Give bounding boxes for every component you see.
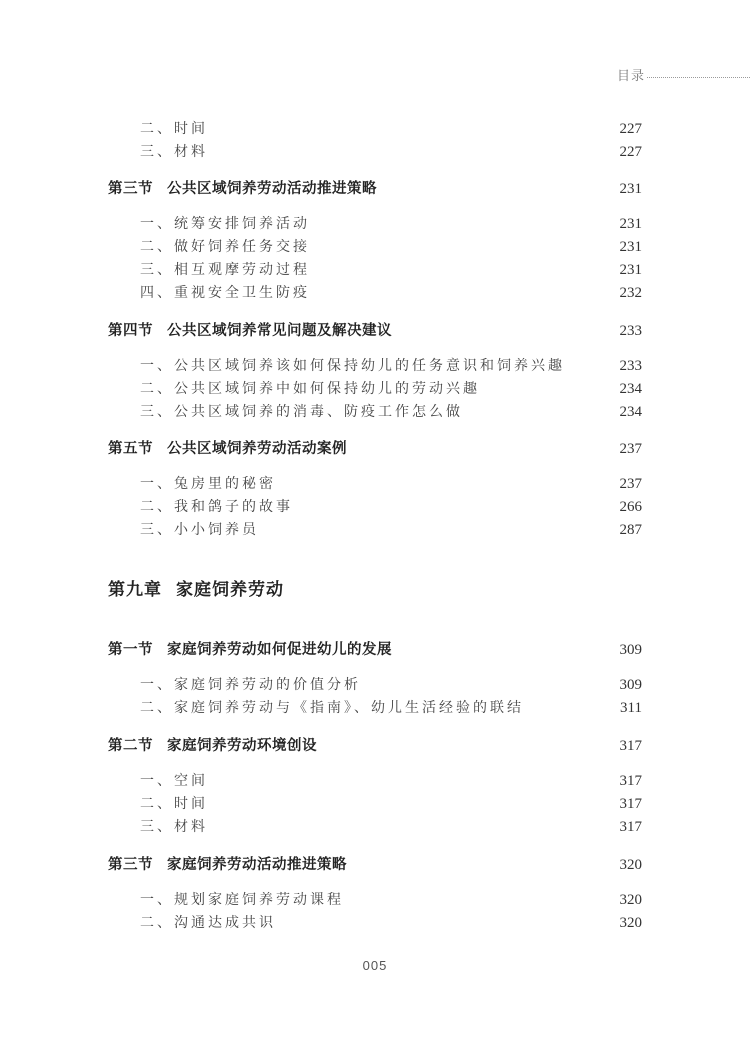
toc-section-row[interactable]: [108, 437, 642, 458]
toc-item-title: 一、兔房里的秘密: [140, 476, 276, 492]
chapter-heading: [108, 575, 284, 600]
toc-item-row[interactable]: [140, 496, 642, 516]
header-dotted-rule: [647, 77, 750, 78]
toc-page-number: 234: [619, 404, 642, 420]
toc-page-number: 231: [619, 181, 642, 197]
chapter-title: 家庭饲养劳动: [176, 580, 284, 600]
toc-item-row[interactable]: [140, 793, 642, 813]
toc-page-number: 311: [620, 700, 642, 716]
section-number: 第五节: [108, 441, 153, 457]
toc-section-title: [108, 319, 392, 340]
toc-page-number: 317: [619, 819, 642, 835]
toc-page-number: 317: [619, 738, 642, 754]
toc-item-row[interactable]: [140, 473, 642, 493]
toc-page-number: 233: [619, 358, 642, 374]
toc-page-number: 266: [619, 499, 642, 515]
toc-page-number: 227: [619, 144, 642, 160]
toc-page-number: 320: [619, 857, 642, 873]
chapter-number: 第九章: [108, 580, 162, 600]
toc-item-title: 一、规划家庭饲养劳动课程: [140, 892, 344, 908]
toc-page-number: 317: [619, 796, 642, 812]
toc-section-title: [108, 638, 392, 659]
toc-item-row[interactable]: [140, 519, 642, 539]
toc-item-row[interactable]: [140, 355, 642, 375]
page-number: 005: [362, 958, 388, 973]
section-title: 家庭饲养劳动活动推进策略: [167, 857, 347, 873]
toc-item-row[interactable]: [140, 697, 642, 717]
toc-section-row[interactable]: [108, 853, 642, 874]
toc-item-row[interactable]: [140, 674, 642, 694]
toc-page-number: 309: [619, 642, 642, 658]
toc-item-title: 一、空间: [140, 773, 208, 789]
toc-item-title: 二、我和鸽子的故事: [140, 499, 293, 515]
toc-item-row[interactable]: [140, 378, 642, 398]
section-number: 第三节: [108, 857, 153, 873]
section-title: 家庭饲养劳动环境创设: [167, 738, 317, 754]
toc-section-title: [108, 734, 317, 755]
toc-item-title: 一、统筹安排饲养活动: [140, 216, 310, 232]
toc-section-row[interactable]: [108, 638, 642, 659]
toc-page-number: 317: [619, 773, 642, 789]
section-title: 公共区域饲养劳动活动推进策略: [167, 181, 377, 197]
toc-item-row[interactable]: [140, 118, 642, 138]
toc-page-number: 320: [619, 915, 642, 931]
section-title: 公共区域饲养劳动活动案例: [167, 441, 347, 457]
toc-item-title: 三、公共区域饲养的消毒、防疫工作怎么做: [140, 404, 463, 420]
toc-item-row[interactable]: [140, 282, 642, 302]
header-mark: [617, 64, 750, 84]
toc-section-row[interactable]: [108, 319, 642, 340]
toc-page-number: 232: [619, 285, 642, 301]
toc-item-title: 二、时间: [140, 121, 208, 137]
header-label: 目录: [617, 68, 646, 84]
toc-item-title: 三、相互观摩劳动过程: [140, 262, 310, 278]
toc-page-number: 231: [619, 262, 642, 278]
toc-item-row[interactable]: [140, 141, 642, 161]
toc-page-number: 237: [619, 441, 642, 457]
section-title: 公共区域饲养常见问题及解决建议: [167, 323, 392, 339]
section-number: 第三节: [108, 181, 153, 197]
toc-item-title: 三、材料: [140, 819, 208, 835]
toc-item-row[interactable]: [140, 259, 642, 279]
toc-item-title: 一、公共区域饲养该如何保持幼儿的任务意识和饲养兴趣: [140, 358, 565, 374]
toc-item-row[interactable]: [140, 401, 642, 421]
toc-item-title: 二、公共区域饲养中如何保持幼儿的劳动兴趣: [140, 381, 480, 397]
toc-section-title: [108, 437, 347, 458]
toc-item-title: 二、做好饲养任务交接: [140, 239, 310, 255]
toc-page-number: 234: [619, 381, 642, 397]
toc-item-row[interactable]: [140, 912, 642, 932]
toc-item-row[interactable]: [140, 213, 642, 233]
toc-page-number: 320: [619, 892, 642, 908]
toc-section-row[interactable]: [108, 734, 642, 755]
toc-page-number: 231: [619, 239, 642, 255]
toc-page-number: 309: [619, 677, 642, 693]
toc-item-title: 一、家庭饲养劳动的价值分析: [140, 677, 361, 693]
toc-item-title: 三、材料: [140, 144, 208, 160]
toc-item-title: 四、重视安全卫生防疫: [140, 285, 310, 301]
section-number: 第二节: [108, 738, 153, 754]
toc-item-row[interactable]: [140, 816, 642, 836]
toc-page-number: 287: [619, 522, 642, 538]
toc-item-title: 二、时间: [140, 796, 208, 812]
toc-item-title: 二、沟通达成共识: [140, 915, 276, 931]
toc-item-row[interactable]: [140, 770, 642, 790]
toc-page-number: 237: [619, 476, 642, 492]
section-number: 第一节: [108, 642, 153, 658]
toc-item-row[interactable]: [140, 236, 642, 256]
section-title: 家庭饲养劳动如何促进幼儿的发展: [167, 642, 392, 658]
toc-section-title: [108, 853, 347, 874]
toc-page-number: 227: [619, 121, 642, 137]
toc-section-row[interactable]: [108, 177, 642, 198]
toc-item-title: 三、小小饲养员: [140, 522, 259, 538]
toc-page-number: 233: [619, 323, 642, 339]
section-number: 第四节: [108, 323, 153, 339]
toc-item-row[interactable]: [140, 889, 642, 909]
toc-page-number: 231: [619, 216, 642, 232]
toc-section-title: [108, 177, 377, 198]
toc-item-title: 二、家庭饲养劳动与《指南》、幼儿生活经验的联结: [140, 700, 524, 716]
